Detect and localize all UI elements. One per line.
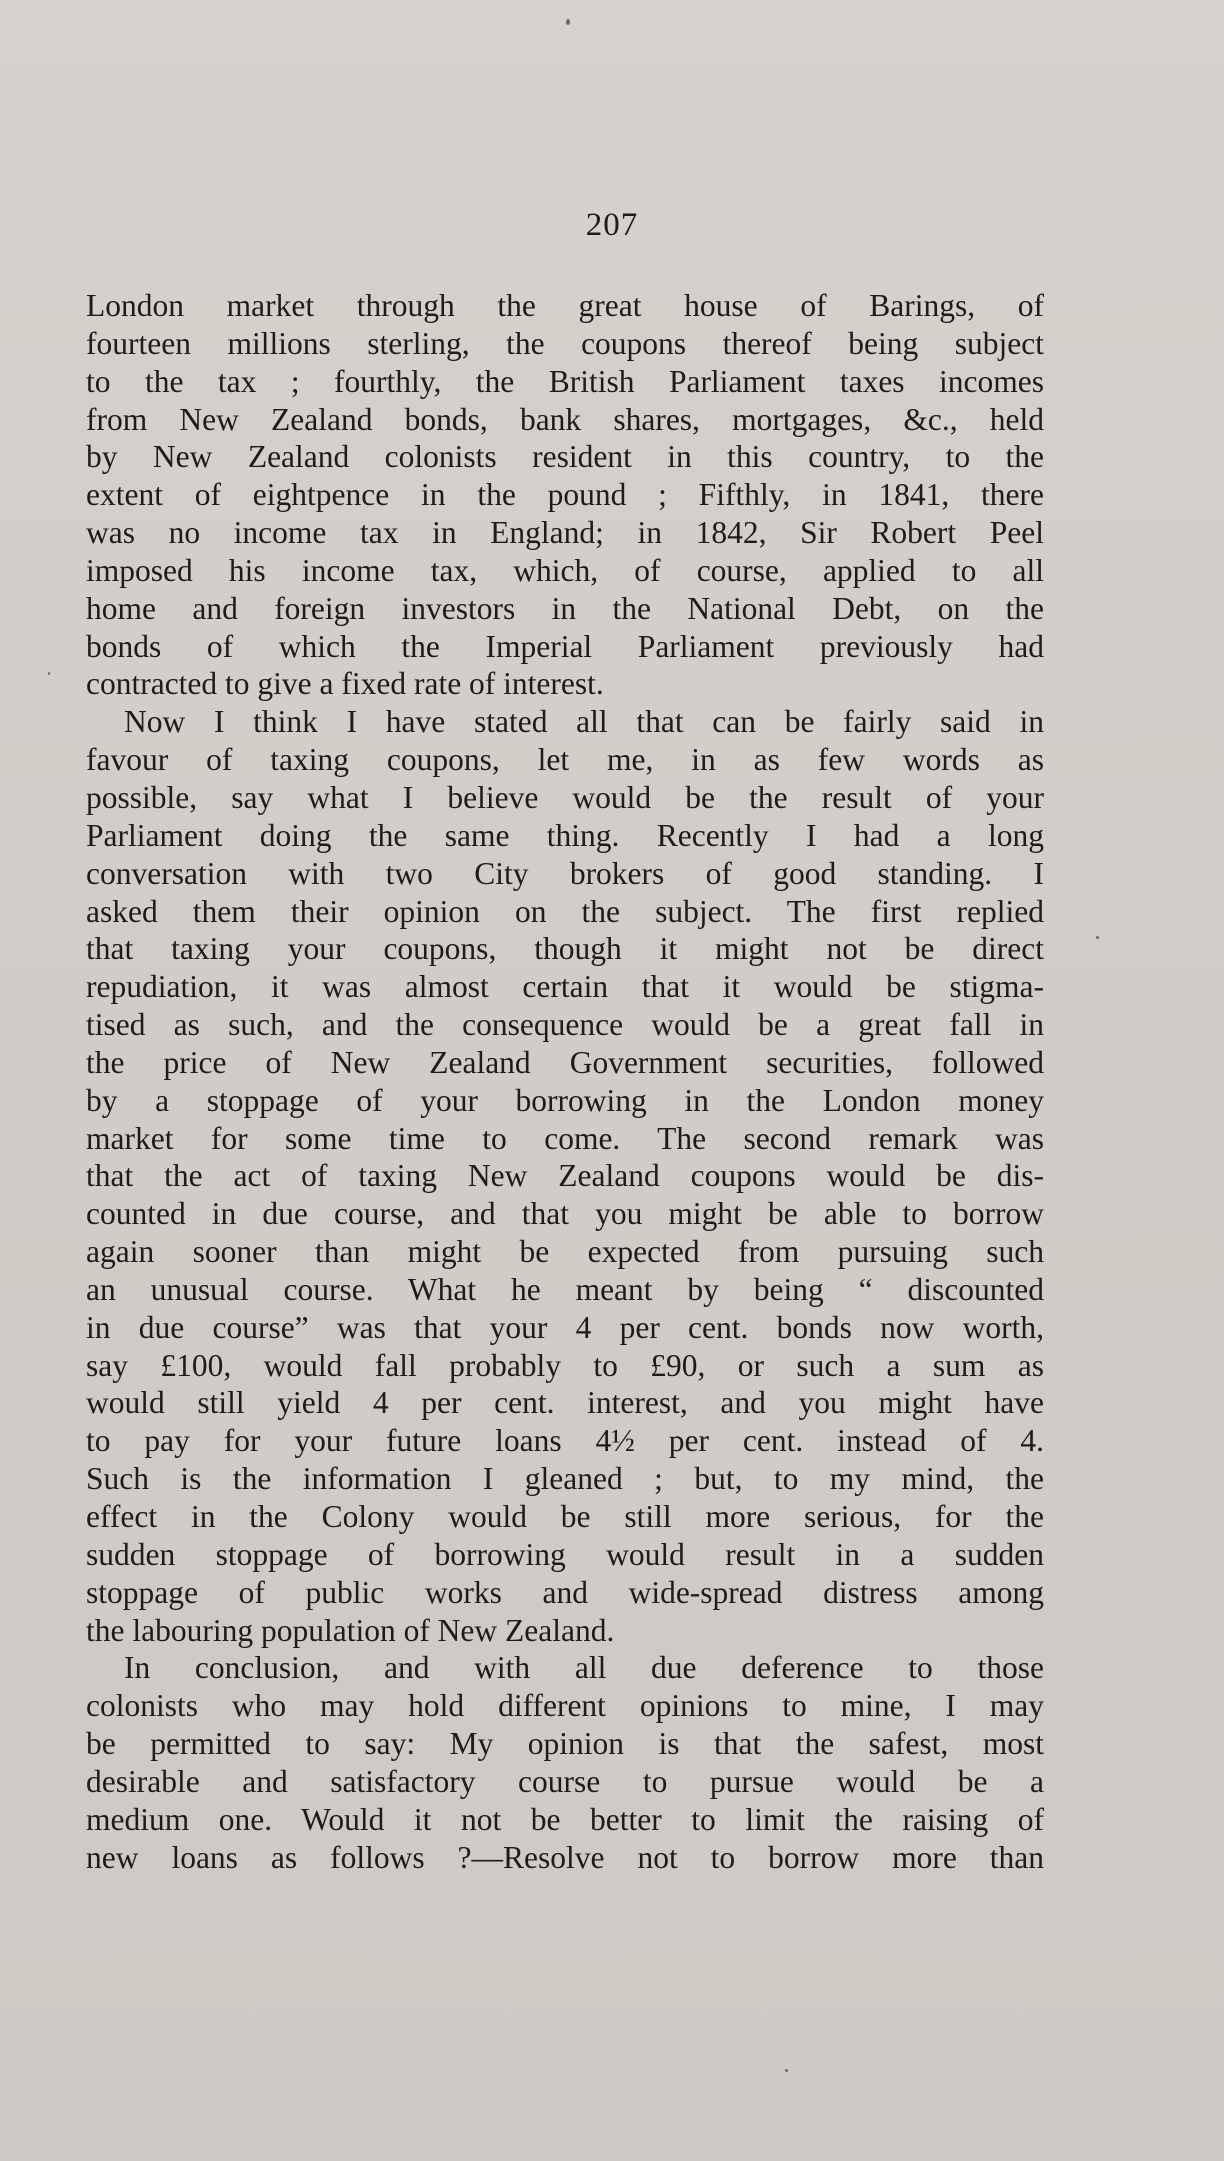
text-line: home and foreign investors in the National Debt, on the — [86, 590, 1044, 626]
text-line: by a stoppage of your borrowing in the London money — [86, 1082, 1044, 1118]
text-line: again sooner than might be expected from pursuing such — [86, 1234, 1044, 1270]
text-line: was no income tax in England; in 1842, Sir Robert Peel — [86, 515, 1044, 551]
paragraph-end-line: contracted to give a fixed rate of interest. — [86, 666, 604, 702]
text-line: Such is the information I gleaned ; but, to my mind, the — [86, 1461, 1044, 1497]
text-line: an unusual course. What he meant by being “ discounted — [86, 1271, 1044, 1307]
text-line: would still yield 4 per cent. interest, and you might have — [86, 1385, 1044, 1421]
text-line: to the tax ; fourthly, the British Parliament taxes incomes — [86, 363, 1044, 399]
text-line: desirable and satisfactory course to pursue would be a — [86, 1763, 1044, 1799]
paragraph-start-line: Now I think I have stated all that can be fairly said in — [124, 704, 1044, 740]
paper-speck — [1096, 936, 1099, 939]
text-line: bonds of which the Imperial Parliament previously had — [86, 628, 1044, 664]
text-line: medium one. Would it not be better to limit the raising of — [86, 1801, 1044, 1837]
text-line: from New Zealand bonds, bank shares, mortgages, &c., held — [86, 401, 1044, 437]
body-text — [86, 287, 1044, 1876]
text-line: the price of New Zealand Government securities, followed — [86, 1044, 1044, 1080]
text-line: by New Zealand colonists resident in this country, to the — [86, 439, 1044, 475]
text-line: to pay for your future loans 4½ per cent. instead of 4. — [86, 1423, 1044, 1459]
text-line: effect in the Colony would be still more serious, for the — [86, 1499, 1044, 1534]
text-line: favour of taxing coupons, let me, in as few words as — [86, 742, 1044, 778]
text-line: market for some time to come. The second remark was — [86, 1120, 1044, 1156]
text-line: sudden stoppage of borrowing would result in a sudden — [86, 1536, 1044, 1572]
paper-speck — [566, 19, 570, 25]
text-line: stoppage of public works and wide-spread distress among — [86, 1574, 1044, 1610]
text-line: asked them their opinion on the subject. The first replied — [86, 893, 1044, 929]
text-line: imposed his income tax, which, of course, applied to all — [86, 552, 1044, 588]
text-line: repudiation, it was almost certain that it would be stigma- — [86, 969, 1044, 1005]
page-number: 207 — [585, 207, 639, 243]
text-line: tised as such, and the consequence would be a great fall in — [86, 1007, 1044, 1043]
text-line: in due course” was that your 4 per cent. bonds now worth, — [86, 1309, 1044, 1345]
text-line: that the act of taxing New Zealand coupons would be dis- — [86, 1158, 1044, 1194]
text-line: fourteen millions sterling, the coupons thereof being subject — [86, 325, 1044, 361]
text-line: be permitted to say: My opinion is that the safest, most — [86, 1726, 1044, 1762]
text-line: London market through the great house of Barings, of — [86, 288, 1044, 323]
text-line: conversation with two City brokers of good standing. I — [86, 855, 1044, 891]
text-line: that taxing your coupons, though it might not be direct — [86, 931, 1044, 967]
paper-speck — [785, 2069, 788, 2072]
paragraph-start-line: In conclusion, and with all due deference to those — [124, 1650, 1044, 1686]
text-line: Parliament doing the same thing. Recently I had a long — [86, 817, 1044, 853]
text-line: possible, say what I believe would be the result of your — [86, 779, 1044, 815]
paper-speck — [48, 672, 50, 675]
text-line: say £100, would fall probably to £90, or such a sum as — [86, 1347, 1044, 1383]
text-line: extent of eightpence in the pound ; Fifthly, in 1841, there — [86, 477, 1044, 513]
text-line: colonists who may hold different opinions to mine, I may — [86, 1688, 1044, 1724]
text-line: counted in due course, and that you might be able to borrow — [86, 1196, 1044, 1232]
text-line: new loans as follows ?—Resolve not to borrow more than — [86, 1839, 1044, 1875]
paragraph-end-line: the labouring population of New Zealand. — [86, 1612, 615, 1648]
